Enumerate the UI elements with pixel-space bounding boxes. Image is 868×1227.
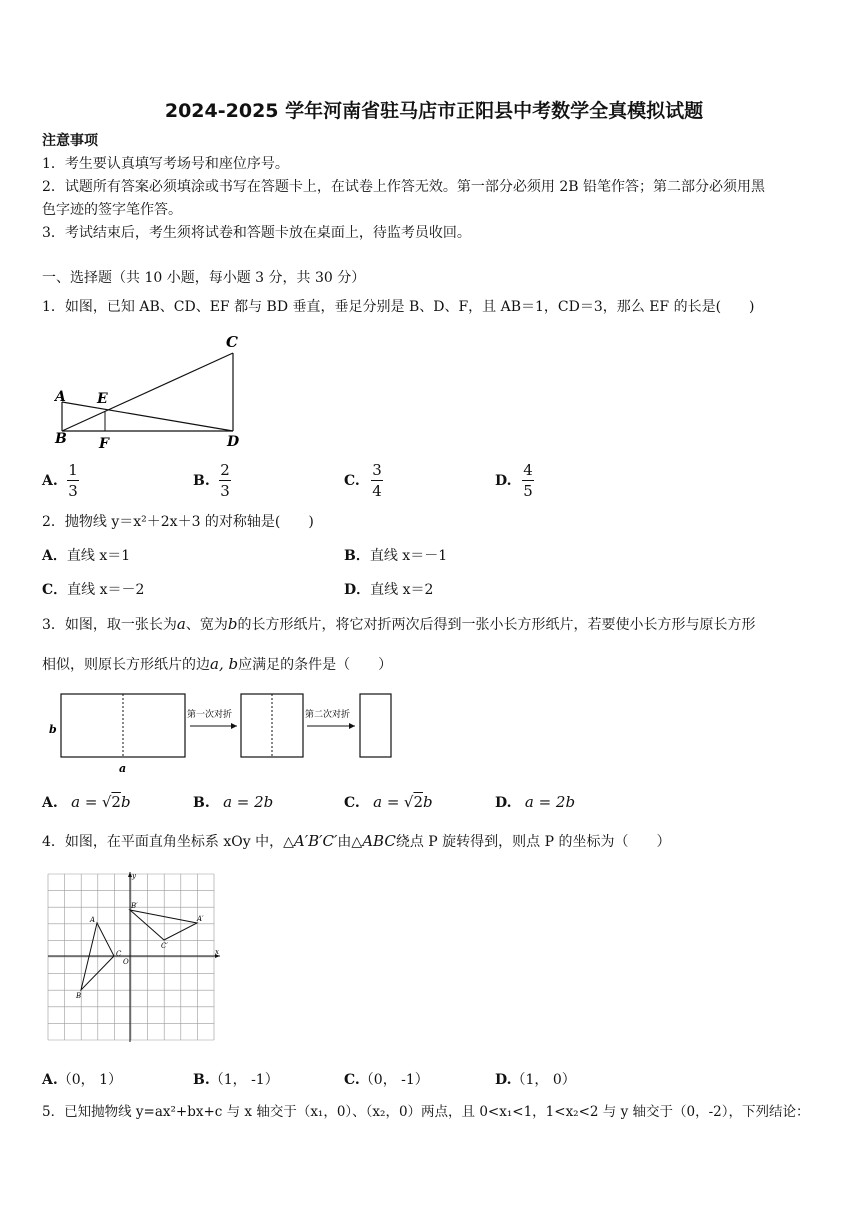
q4-label-a: A: [90, 916, 96, 924]
page-title: 2024-2025 学年河南省驻马店市正阳县中考数学全真模拟试题: [164, 100, 704, 122]
q3-stem-line1: 3．如图，取一张长为a、宽为b的长方形纸片，将它对折两次后得到一张小长方形纸片，若要使小长方形与原长方形: [42, 615, 756, 633]
q4-option-a: A.（0， 1）: [42, 1072, 123, 1088]
q4-axis-x: x: [215, 948, 219, 956]
q3-label-b: b: [49, 723, 57, 736]
q3-fold1-label: 第一次对折: [187, 710, 233, 720]
q3-option-d: D. a = 2b: [495, 793, 576, 811]
q4-option-c: C.（0， -1）: [344, 1072, 429, 1088]
q1-option-a-key: A.: [42, 473, 58, 489]
q1-option-c-key: C.: [344, 473, 360, 489]
q2-option-c: C．直线 x＝－2: [42, 582, 145, 598]
q4-option-b: B.（1， -1）: [193, 1072, 279, 1088]
q1-stem: 1．如图，已知 AB、CD、EF 都与 BD 垂直，垂足分别是 B、D、F，且 AB＝1，CD＝3，那么 EF 的长是( ): [42, 299, 755, 315]
q2-option-d: D．直线 x＝2: [344, 582, 434, 598]
q3-fold2-label: 第二次对折: [305, 710, 351, 720]
q1-option-d-frac: 4 5: [523, 461, 533, 500]
notice-item-1: 1．考生要认真填写考场号和座位序号。: [42, 156, 289, 172]
q1-option-c-frac: 3 4: [372, 461, 382, 500]
q2-option-a: A．直线 x＝1: [42, 548, 131, 564]
q1-label-e: E: [97, 391, 108, 407]
section-heading: 一、选择题（共 10 小题，每小题 3 分，共 30 分）: [42, 270, 366, 286]
q4-grid-figure: [44, 870, 229, 1050]
q1-option-b-key: B.: [193, 473, 210, 489]
notice-item-2-cont: 色字迹的签字笔作答。: [42, 202, 182, 218]
q1-option-a-frac: 1 3: [68, 461, 78, 500]
q1-option-d-key: D.: [495, 473, 512, 489]
q1-label-c: C: [226, 333, 238, 351]
q4-origin: O: [123, 958, 129, 966]
q4-axis-y: y: [132, 872, 136, 880]
q1-label-a: A: [55, 389, 66, 405]
q3-figure: [44, 688, 404, 778]
q4-option-d: D.（1， 0）: [495, 1072, 576, 1088]
q1-label-f: F: [99, 436, 109, 452]
q3-option-a: A. a = √2b: [42, 793, 131, 811]
notice-item-2: 2．试题所有答案必须填涂或书写在答题卡上，在试卷上作答无效。第一部分必须用 2B 铅笔作答；第二部分必须用黑: [42, 179, 765, 195]
q3-label-a: a: [119, 762, 127, 775]
q4-label-a1: A′: [197, 915, 204, 923]
q3-stem-line2: 相似，则原长方形纸片的边a, b应满足的条件是（ ）: [42, 655, 393, 673]
notice-heading: 注意事项: [42, 133, 98, 149]
q2-option-b: B．直线 x＝－1: [344, 548, 448, 564]
q4-stem: 4．如图，在平面直角坐标系 xOy 中，△A′B′C′由△ABC绕点 P 旋转得到，则点 P 的坐标为（ ）: [42, 832, 671, 850]
notice-item-3: 3．考试结束后，考生须将试卷和答题卡放在桌面上，待监考员收回。: [42, 225, 471, 241]
q1-figure: [50, 330, 250, 455]
q4-label-b1: B′: [131, 902, 138, 910]
q1-label-d: D: [227, 434, 240, 450]
q4-label-c1: C′: [161, 942, 168, 950]
q1-option-b-frac: 2 3: [220, 461, 230, 500]
q4-label-b: B: [76, 992, 82, 1000]
q1-label-b: B: [55, 431, 67, 447]
q2-stem: 2．抛物线 y＝x²＋2x＋3 的对称轴是( ): [42, 514, 314, 530]
q4-label-c: C: [116, 950, 122, 958]
q3-option-b: B. a = 2b: [193, 793, 274, 811]
q3-option-c: C. a = √2b: [344, 793, 433, 811]
q5-stem: 5．已知抛物线 y=ax²+bx+c 与 x 轴交于（x₁，0）、（x₂，0）两点，且 0<x₁<1，1<x₂<2 与 y 轴交于（0，-2），下列结论：: [42, 1104, 810, 1120]
